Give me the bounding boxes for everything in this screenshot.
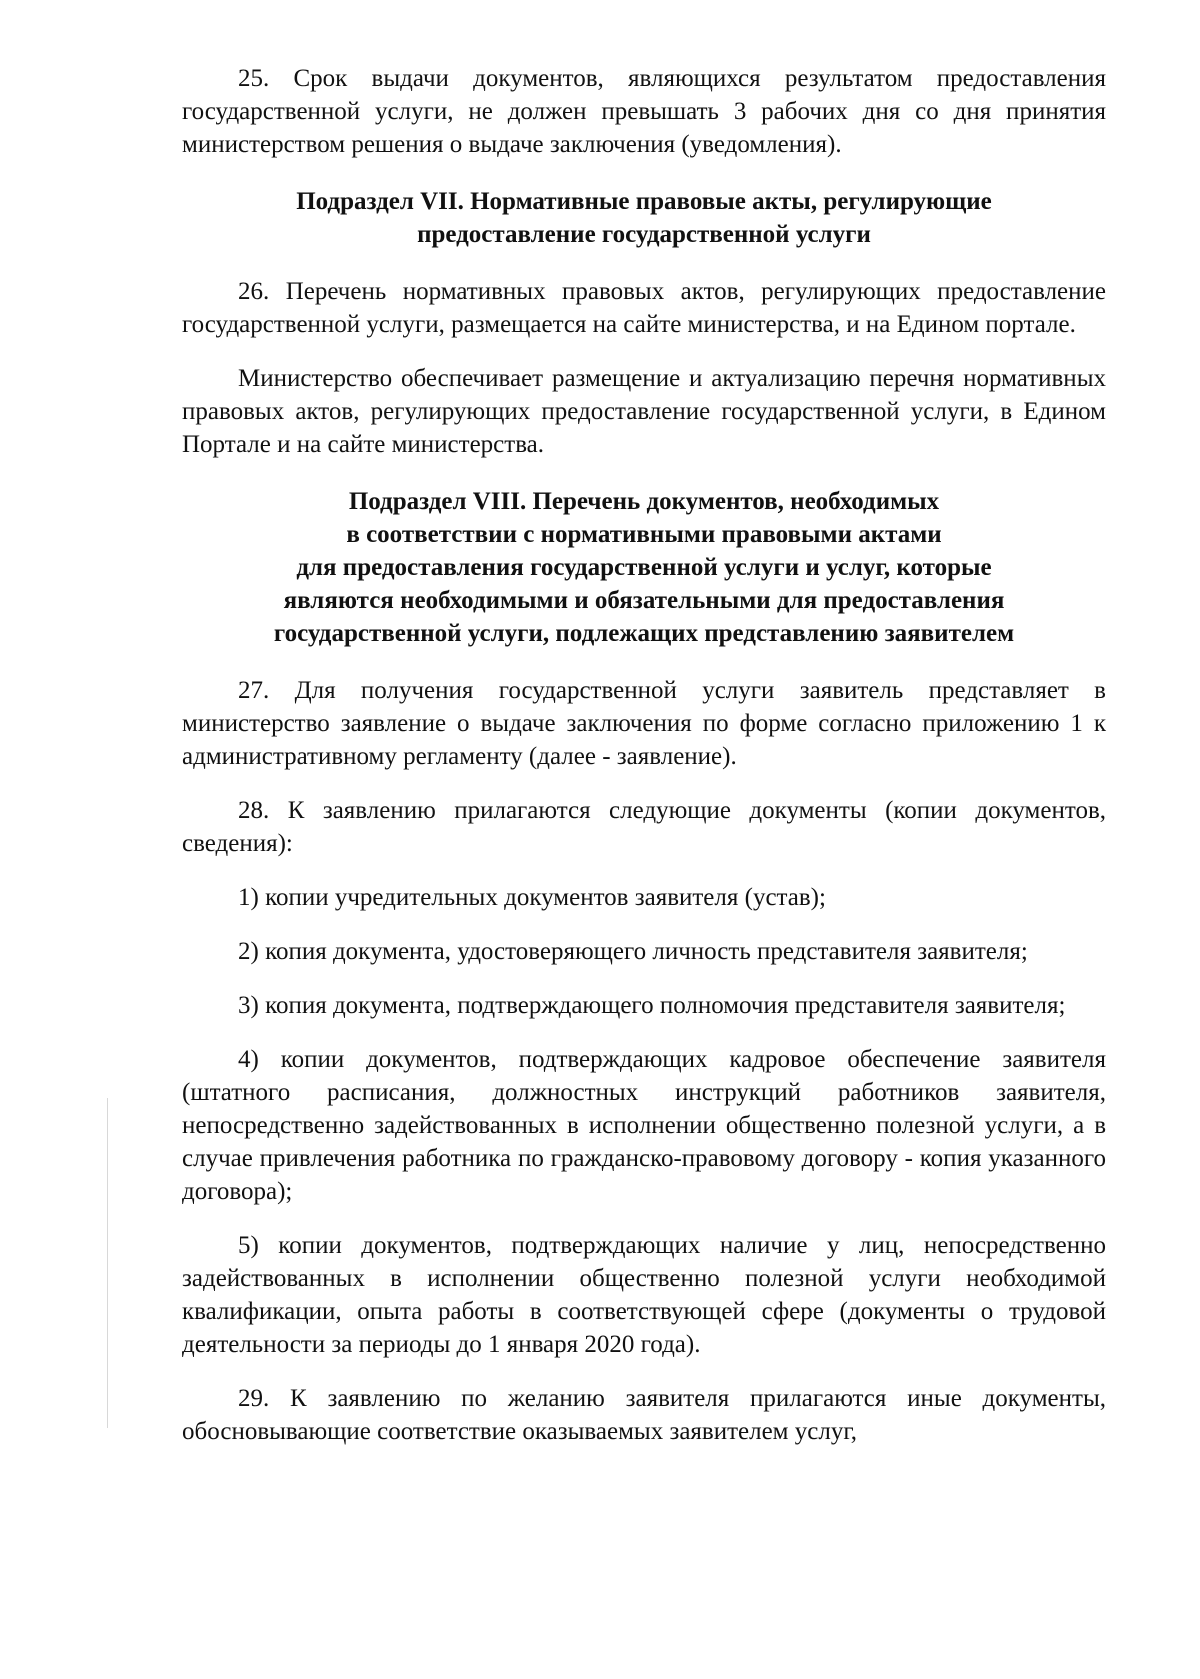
paragraph-25: 25. Срок выдачи документов, являющихся результатом предоставления государственной услуги, не должен превышать 3 рабочих дня со дня принятия министерством решения о выдаче заключения (уведомления). — [182, 65, 1106, 158]
heading-subsection-8-line-5: государственной услуги, подлежащих представлению заявителем — [273, 620, 1015, 647]
paragraph-28: 28. К заявлению прилагаются следующие документы (копии документов, сведения): — [182, 797, 1106, 857]
list-item-28-4: 4) копии документов, подтверждающих кадровое обеспечение заявителя (штатного расписания, должностных инструкций работников заявителя, непосредственно задействованных в исполнении общественно полезной услуги, а в случае привлечения работника по гражданско-правовому договору - копия указанного договора); — [182, 1046, 1106, 1205]
paragraph-27: 27. Для получения государственной услуги заявитель представляет в министерство заявление о выдаче заключения по форме согласно приложению 1 к административному регламенту (далее - заявление). — [182, 677, 1106, 770]
heading-subsection-8-line-3: для предоставления государственной услуги и услуг, которые — [296, 554, 992, 581]
heading-subsection-7-line-1: Подраздел VII. Нормативные правовые акты, регулирующие — [296, 188, 992, 215]
paragraph-26-continued: Министерство обеспечивает размещение и актуализацию перечня нормативных правовых актов, регулирующих предоставление государственной услуги, в Едином Портале и на сайте министерства. — [182, 365, 1106, 458]
heading-subsection-8-line-4: являются необходимыми и обязательными для предоставления — [283, 587, 1005, 614]
heading-subsection-7 — [182, 185, 1106, 251]
heading-subsection-8-line-1: Подраздел VIII. Перечень документов, необходимых — [348, 488, 940, 515]
scan-artifact-line — [107, 1098, 108, 1428]
document-body — [182, 62, 1106, 1448]
list-item-28-2: 2) копия документа, удостоверяющего личность представителя заявителя; — [238, 938, 1028, 965]
list-item-28-3: 3) копия документа, подтверждающего полномочия представителя заявителя; — [238, 992, 1066, 1019]
list-item-28-1: 1) копии учредительных документов заявителя (устав); — [238, 884, 826, 911]
paragraph-26: 26. Перечень нормативных правовых актов, регулирующих предоставление государственной услуги, размещается на сайте министерства, и на Едином портале. — [182, 278, 1106, 338]
heading-subsection-8-line-2: в соответствии с нормативными правовыми актами — [346, 521, 942, 548]
heading-subsection-7-line-2: предоставление государственной услуги — [417, 221, 871, 248]
paragraph-29: 29. К заявлению по желанию заявителя прилагаются иные документы, обосновывающие соответствие оказываемых заявителем услуг, — [182, 1385, 1106, 1445]
list-item-28-5: 5) копии документов, подтверждающих наличие у лиц, непосредственно задействованных в исполнении общественно полезной услуги необходимой квалификации, опыта работы в соответствующей сфере (документы о трудовой деятельности за периоды до 1 января 2020 года). — [182, 1232, 1106, 1358]
heading-subsection-8 — [182, 485, 1106, 650]
